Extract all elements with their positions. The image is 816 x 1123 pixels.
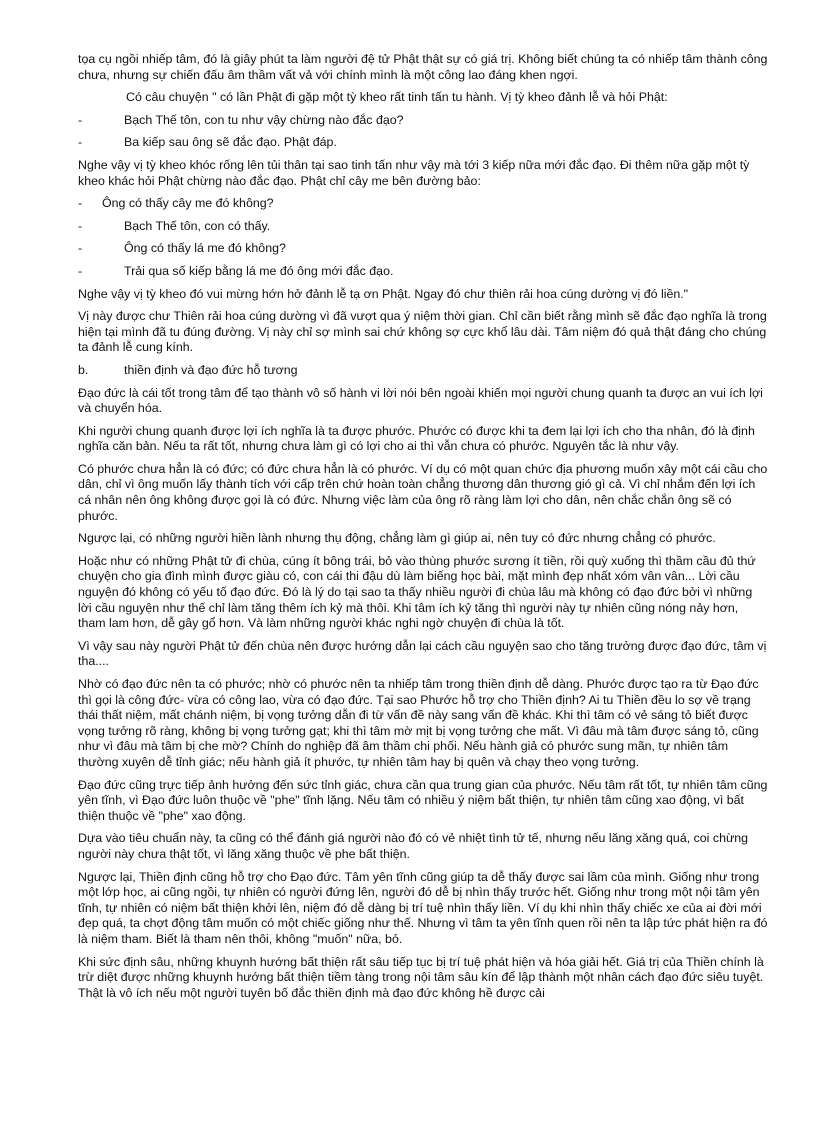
paragraph: Có phước chưa hẳn là có đức; có đức chưa hẳn là có phước. Ví dụ có một quan chức địa phương muốn xây một cái cầu cho dân, chỉ vì ông muốn lấy thành tích với cấp trên chứ hoàn toàn chẳng thương dân thương gió gì cả. Vì chỉ nhắm đến lợi ích cá nhân nên ông không được gọi là có đức. Nhưng việc làm của ông rõ ràng làm lợi cho dân, nên chắc chắn ông sẽ có phước. bbox=[78, 461, 768, 523]
section-marker: b. bbox=[78, 362, 89, 377]
dash-marker: - bbox=[78, 196, 83, 211]
dialogue-text: Ông có thấy lá me đó không? bbox=[124, 241, 286, 256]
dialogue-line bbox=[78, 113, 768, 129]
paragraph: Nghe vậy vị tỳ kheo đó vui mừng hớn hở đảnh lễ tạ ơn Phật. Ngay đó chư thiên rải hoa cúng dường vị đó liền." bbox=[78, 286, 689, 301]
dialogue-line bbox=[78, 219, 768, 235]
paragraph: Đạo đức là cái tốt trong tâm để tạo thành vô số hành vi lời nói bên ngoài khiến mọi người chung quanh ta được an vui ích lợi và chuyển hóa. bbox=[78, 385, 763, 416]
paragraph-story-intro: Có câu chuyện " có lần Phật đi gặp một tỳ kheo rất tinh tấn tu hành. Vị tỳ kheo đảnh lễ và hỏi Phật: bbox=[126, 90, 668, 105]
paragraph: Vì vậy sau này người Phật tử đến chùa nên được hướng dẫn lại cách cầu nguyện sao cho tăng trưởng được đạo đức, tâm vị tha.... bbox=[78, 638, 767, 669]
paragraph: Vị này được chư Thiên rải hoa cúng dường vì đã vượt qua ý niệm thời gian. Chỉ cần biết rằng mình sẽ đắc đạo nghĩa là trong hiện tại mình đã tu đúng đường. Vị này chỉ sợ mình sai chứ không sợ cực khổ lâu dài. Tâm niệm đó quả thật đáng cho chúng ta đảnh lễ cung kính. bbox=[78, 309, 767, 355]
paragraph: Đạo đức cũng trực tiếp ảnh hưởng đến sức tỉnh giác, chưa cần qua trung gian của phước. Nếu tâm rất tốt, tự nhiên tâm cũng yên tĩnh, vì Đạo đức luôn thuộc về "phe" tĩnh lặng. Nếu tâm có nhiều ý niệm bất thiện, tự nhiên tâm cũng xao động, vì bất thiện thuộc về "phe" xao động. bbox=[78, 777, 768, 823]
dash-marker: - bbox=[78, 241, 83, 256]
paragraph: Khi sức định sâu, những khuynh hướng bất thiện rất sâu tiếp tục bị trí tuệ phát hiện và hóa giải hết. Giá trị của Thiền chính là trừ diệt được những khuynh hướng bất thiện tiềm tàng trong nội tâm sâu kín để lập thành một nhân cách đạo đức siêu tuyệt. Thật là vô ích nếu một người tuyên bố đắc thiền định mà đạo đức không hề được cải bbox=[78, 954, 764, 1000]
dialogue-line bbox=[78, 196, 768, 212]
paragraph: Khi người chung quanh được lợi ích nghĩa là ta được phước. Phước có được khi ta đem lại lợi ích cho tha nhân, đó là định nghĩa căn bản. Nếu ta rất tốt, nhưng chưa làm gì có lợi cho ai thì vẫn chưa có phước. Nguyên tắc là như vậy. bbox=[78, 423, 755, 454]
dialogue-text: Bạch Thế tôn, con có thấy. bbox=[124, 218, 271, 233]
dash-marker: - bbox=[78, 135, 83, 150]
paragraph: Nhờ có đạo đức nên ta có phước; nhờ có phước nên ta nhiếp tâm trong thiền định dễ dàng. Phước được tạo ra từ Đạo đức thì gọi là công đức- vừa có công lao, vừa có đạo đức. Tại sao Phước hỗ trợ cho Thiền định? Ai tu Thiền đều lo sợ về trạng thái thất niệm, mất chánh niệm, bị vọng tưởng dẫn đi từ vấn đề này sang vấn đề khác. Khi thì tâm có vẻ sáng tỏ biết được vọng tưởng rõ ràng, không bị vọng tưởng gạt; khi thì tâm mờ mịt bị vọng tưởng che mất. Vì đâu mà tâm được sáng tỏ, cũng như vì đâu mà tâm bị che mờ? Chính do nghiệp đã âm thầm chi phối. Nếu hành giả có phước sung mãn, tự nhiên tâm thường xuyên dễ tỉnh giác; nếu hành giả ít phước, tự nhiên tâm hay bị quên và chạy theo vọng tưởng. bbox=[78, 677, 759, 769]
paragraph: Hoặc như có những Phật tử đi chùa, cúng ít bông trái, bỏ vào thùng phước sương ít tiền, rồi quỳ xuống thì thầm cầu đủ thứ chuyện cho gia đình mình được giàu có, con cái thi đậu dù làm biếng học bài, mặt mình đẹp nhất xóm vân vân... Lời cầu nguyện đó không có yếu tố đạo đức. Đó là lý do tại sao ta thấy nhiều người đi chùa lâu mà không có đạo đức bởi vì những lời cầu nguyện như thế chỉ làm tăng thêm ích kỷ mà thôi. Khi tâm ích kỷ tăng thì người này tự nhiên cũng nóng nảy hơn, tham lam hơn, dễ gây gổ hơn. Và làm những người khác nghi ngờ chuyện đi chùa là tốt. bbox=[78, 553, 756, 631]
dash-marker: - bbox=[78, 218, 83, 233]
paragraph: Dựa vào tiêu chuẩn này, ta cũng có thể đánh giá người nào đó có vẻ nhiệt tình tử tế, nhưng nếu lăng xăng quá, coi chừng người này chưa thật tốt, vì lăng xăng thuộc về phe bất thiện. bbox=[78, 831, 749, 861]
dialogue-text: Ba kiếp sau ông sẽ đắc đạo. Phật đáp. bbox=[124, 135, 337, 150]
section-title: thiền định và đạo đức hỗ tương bbox=[124, 362, 298, 377]
dialogue-line bbox=[78, 241, 768, 257]
paragraph: Ngược lại, có những người hiền lành nhưng thụ động, chẳng làm gì giúp ai, nên tuy có đức nhưng chẳng có phước. bbox=[78, 531, 716, 546]
dialogue-text: Ông có thấy cây me đó không? bbox=[102, 196, 274, 211]
paragraph: Nghe vậy vị tỳ kheo khóc rống lên tủi thân tại sao tinh tấn như vậy mà tới 3 kiếp nữa mới đắc đạo. Đi thêm nữa gặp một tỳ kheo khác hỏi Phật chừng nào đắc đạo. Phật chỉ cây me bên đường bảo: bbox=[78, 157, 750, 188]
dialogue-line bbox=[78, 264, 768, 280]
dash-marker: - bbox=[78, 112, 83, 127]
paragraph: tọa cụ ngồi nhiếp tâm, đó là giây phút ta làm người đệ tử Phật thật sự có giá trị. Không biết chúng ta có nhiếp tâm thành công chưa, nhưng sự chiến đấu âm thầm vất vả với chính mình là một công lao đáng khen ngợi. bbox=[78, 52, 768, 82]
dialogue-text: Trải qua số kiếp bằng lá me đó ông mới đắc đạo. bbox=[124, 263, 394, 278]
dialogue-line bbox=[78, 135, 768, 151]
paragraph: Ngược lại, Thiền định cũng hỗ trợ cho Đạo đức. Tâm yên tĩnh cũng giúp ta dễ thấy được sai lầm của mình. Giống như trong một lớp học, ai cũng ngồi, tự nhiên có người đứng lên, người đó dễ bị nhìn thấy trước hết. Giống như trong một nội tâm yên tĩnh, tự nhiên có niệm bất thiện khởi lên, niệm đó dễ dàng bị trí tuệ nhìn thấy liền. Ví dụ khi nhìn thấy chiếc xe của ai đời mới đẹp quá, ta chợt động tâm muốn có một chiếc giống như thế. Nhưng vì tâm ta yên tĩnh quen rồi nên ta lập tức phát hiện ra đó là niệm tham. Biết là tham nên thôi, không "muốn" nữa, bỏ. bbox=[78, 869, 768, 946]
dash-marker: - bbox=[78, 263, 83, 278]
section-heading bbox=[78, 363, 768, 379]
document-page bbox=[78, 52, 768, 1008]
dialogue-text: Bạch Thế tôn, con tu như vậy chừng nào đắc đạo? bbox=[124, 112, 404, 127]
